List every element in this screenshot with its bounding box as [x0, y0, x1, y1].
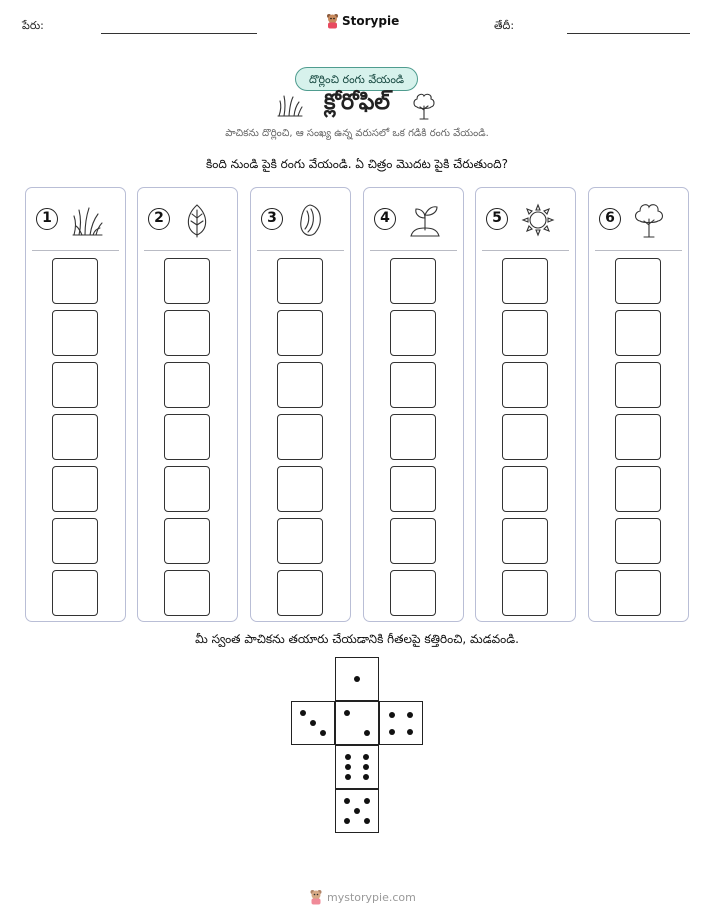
name-line [101, 33, 257, 34]
die-pip [354, 676, 360, 682]
color-box[interactable] [277, 258, 323, 304]
column-divider [32, 250, 119, 251]
die-pip [354, 808, 360, 814]
track-column-2 [137, 187, 238, 622]
column-divider [595, 250, 682, 251]
column-number: 4 [374, 208, 396, 230]
brand-name: Storypie [342, 14, 400, 28]
die-pip [345, 764, 351, 770]
color-box[interactable] [502, 518, 548, 564]
track-column-5 [475, 187, 576, 622]
color-box[interactable] [164, 414, 210, 460]
sun-icon [520, 202, 556, 238]
column-divider [370, 250, 457, 251]
name-label: పేరు: [22, 19, 44, 32]
color-box[interactable] [52, 414, 98, 460]
grass-icon [276, 93, 304, 119]
die-pip [363, 764, 369, 770]
color-box[interactable] [277, 570, 323, 616]
color-box[interactable] [277, 310, 323, 356]
die-face-4 [379, 701, 423, 745]
die-pip [344, 798, 350, 804]
color-box[interactable] [615, 570, 661, 616]
track-column-1 [25, 187, 126, 622]
column-divider [257, 250, 344, 251]
subtitle: పాచికను దొర్లించి, ఆ సంఖ్య ఉన్న వరుసలో ఒక గడికి రంగు వేయండి. [225, 128, 489, 139]
brand-logo [326, 13, 399, 29]
color-box[interactable] [615, 518, 661, 564]
footer [309, 889, 416, 905]
color-box[interactable] [390, 466, 436, 512]
track-column-4 [363, 187, 464, 622]
die-pip [363, 754, 369, 760]
color-box[interactable] [615, 258, 661, 304]
die-pip [407, 729, 413, 735]
color-box[interactable] [502, 310, 548, 356]
color-box[interactable] [164, 466, 210, 512]
die-face-6 [335, 745, 379, 789]
seed-icon [295, 202, 325, 238]
color-box[interactable] [615, 414, 661, 460]
die-pip [345, 754, 351, 760]
color-box[interactable] [277, 362, 323, 408]
die-face-2 [335, 701, 379, 745]
color-box[interactable] [164, 310, 210, 356]
footer-url: mystorypie.com [327, 890, 416, 904]
color-box[interactable] [390, 310, 436, 356]
column-number: 6 [599, 208, 621, 230]
die-pip [364, 798, 370, 804]
color-box[interactable] [277, 518, 323, 564]
color-box[interactable] [390, 258, 436, 304]
die-pip [389, 729, 395, 735]
die-pip [407, 712, 413, 718]
page-title: క్లోరోఫిల్ [324, 90, 390, 115]
die-pip [364, 730, 370, 736]
track-column-3 [250, 187, 351, 622]
die-pip [300, 710, 306, 716]
color-box[interactable] [502, 258, 548, 304]
color-box[interactable] [164, 362, 210, 408]
column-number: 3 [261, 208, 283, 230]
column-number: 2 [148, 208, 170, 230]
color-box[interactable] [164, 518, 210, 564]
die-pip [310, 720, 316, 726]
column-divider [482, 250, 569, 251]
die-face-5 [335, 789, 379, 833]
die-pip [389, 712, 395, 718]
bear-icon [309, 889, 323, 905]
column-number: 5 [486, 208, 508, 230]
track-column-6 [588, 187, 689, 622]
color-box[interactable] [502, 570, 548, 616]
color-box[interactable] [502, 414, 548, 460]
bear-icon [326, 13, 339, 29]
die-pip [364, 818, 370, 824]
color-box[interactable] [502, 466, 548, 512]
die-pip [363, 774, 369, 780]
date-label: తేదీ: [494, 19, 515, 32]
color-box[interactable] [52, 466, 98, 512]
color-box[interactable] [390, 414, 436, 460]
color-box[interactable] [52, 362, 98, 408]
die-face-3 [291, 701, 335, 745]
sprout-icon [408, 202, 442, 238]
tree-icon [633, 202, 665, 238]
color-box[interactable] [615, 362, 661, 408]
tree-icon [412, 92, 436, 120]
color-box[interactable] [390, 518, 436, 564]
color-box[interactable] [52, 258, 98, 304]
color-box[interactable] [164, 570, 210, 616]
date-line [567, 33, 690, 34]
grass-icon [70, 202, 104, 238]
color-box[interactable] [390, 570, 436, 616]
die-pip [344, 818, 350, 824]
die-pip [345, 774, 351, 780]
die-face-1 [335, 657, 379, 701]
column-number: 1 [36, 208, 58, 230]
color-box[interactable] [390, 362, 436, 408]
instruction: కింది నుండి పైకి రంగు వేయండి. ఏ చిత్రం మొదట పైకి చేరుతుంది? [206, 157, 508, 171]
cut-instruction: మీ స్వంత పాచికను తయారు చేయడానికి గీతలపై కత్తిరించి, మడవండి. [195, 632, 519, 646]
color-box[interactable] [52, 570, 98, 616]
color-box[interactable] [277, 414, 323, 460]
color-box[interactable] [615, 466, 661, 512]
die-pip [344, 710, 350, 716]
leaf-icon [182, 202, 212, 238]
color-box[interactable] [52, 310, 98, 356]
color-box[interactable] [277, 466, 323, 512]
color-box[interactable] [52, 518, 98, 564]
color-box[interactable] [502, 362, 548, 408]
column-divider [144, 250, 231, 251]
die-pip [320, 730, 326, 736]
activity-badge: దొర్లించి రంగు వేయండి [295, 67, 418, 91]
color-box[interactable] [615, 310, 661, 356]
color-box[interactable] [164, 258, 210, 304]
